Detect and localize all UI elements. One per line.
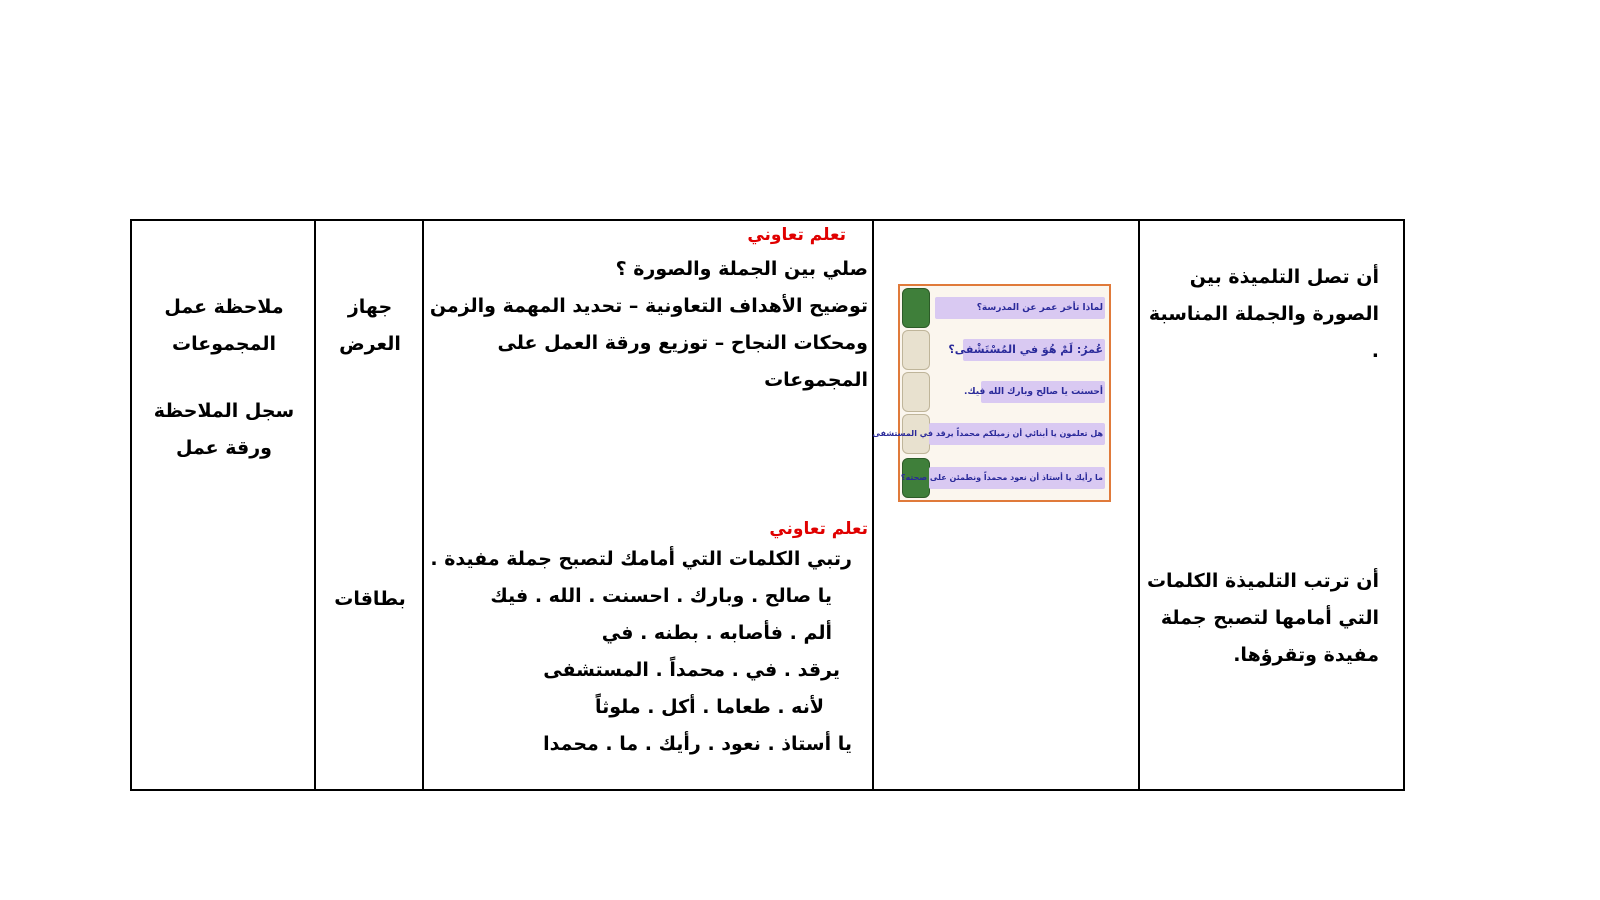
objective-line: مفيدة وتقرؤها. xyxy=(1233,644,1379,666)
tool-text-2 xyxy=(316,581,424,618)
objectives-column xyxy=(1140,221,1403,789)
teacher-board-icon xyxy=(902,288,930,328)
image-strip xyxy=(963,381,1105,403)
image-row xyxy=(900,458,1109,498)
image-strip xyxy=(900,467,1105,489)
image-column xyxy=(874,221,1140,789)
assessment-text xyxy=(132,289,316,467)
strategy-label-text: تعلم تعاوني xyxy=(769,519,868,539)
activity-line: المجموعات xyxy=(764,369,868,391)
objective-line: الصورة والجملة المناسبة xyxy=(1148,303,1379,325)
activity-line: لأنه . طعاما . أكل . ملوثاً xyxy=(594,696,824,718)
lesson-plan-table xyxy=(130,219,1405,791)
image-sentence: ما رأيك يا أستاذ أن نعود محمداً ونطمئن على صحته؟ xyxy=(900,473,1103,482)
assessment-spacer xyxy=(132,363,316,393)
image-row xyxy=(900,330,1109,370)
strategy-label-text: تعلم تعاوني xyxy=(747,225,846,245)
assessment-line: ملاحظة عمل xyxy=(164,296,284,318)
assessment-line: سجل الملاحظة xyxy=(153,400,295,422)
objective-text-1 xyxy=(1149,259,1379,370)
tool-line: جهاز xyxy=(347,296,393,318)
image-sentence: لماذا تأخر عمر عن المدرسة؟ xyxy=(976,303,1103,313)
activity-line: ومحكات النجاح – توزيع ورقة العمل على xyxy=(497,332,868,354)
tool-line: العرض xyxy=(339,333,401,355)
activity-line: توضيح الأهداف التعاونية – تحديد المهمة والزمن xyxy=(429,295,868,317)
image-sentence: عُمرُ: لَمْ هُوَ في المُسْتَشْفى؟ xyxy=(948,343,1103,356)
image-sentence: هل تعلمون يا أبنائي أن زميلكم محمداً يرقد في المستشفى xyxy=(872,429,1103,438)
image-row xyxy=(900,288,1109,328)
tools-column xyxy=(316,221,424,789)
objective-line: أن تصل التلميذة بين xyxy=(1189,266,1379,288)
assessment-line: ورقة عمل xyxy=(175,437,272,459)
worksheet-image xyxy=(872,284,1111,502)
image-row xyxy=(872,414,1109,454)
activity-line: ألم . فأصابه . بطنه . في xyxy=(601,622,832,644)
student-icon xyxy=(902,330,930,370)
activities-column xyxy=(424,221,874,789)
activity-text-2 xyxy=(430,541,852,763)
objective-line: . xyxy=(1371,340,1379,362)
activity-line: رتبي الكلمات التي أمامك لتصبح جملة مفيدة . xyxy=(430,548,852,570)
tool-text-1 xyxy=(316,289,424,363)
image-strip xyxy=(935,297,1105,319)
tool-line: بطاقات xyxy=(334,588,406,610)
objective-line: أن ترتب التلميذة الكلمات xyxy=(1146,570,1379,592)
activity-line: يا صالح . وبارك . احسنت . الله . فيك xyxy=(490,585,832,607)
image-strip xyxy=(948,339,1105,361)
image-sentence: أحسنت يا صالح وبارك الله فيك. xyxy=(963,387,1103,397)
strategy-label-2 xyxy=(769,517,868,541)
strategy-label xyxy=(747,223,846,247)
activity-line: يا أستاذ . نعود . رأيك . ما . محمدا xyxy=(543,733,852,755)
activity-text-1 xyxy=(430,251,868,399)
image-row xyxy=(900,372,1109,412)
objective-line: التي أمامها لتصبح جملة xyxy=(1160,607,1379,629)
objective-text-2 xyxy=(1147,563,1379,674)
assessment-line: المجموعات xyxy=(172,333,276,355)
activity-line: صلي بين الجملة والصورة ؟ xyxy=(615,258,868,280)
assessment-column xyxy=(132,221,316,789)
image-strip xyxy=(872,423,1105,445)
activity-line: يرقد . في . محمداً . المستشفى xyxy=(543,659,840,681)
student-icon xyxy=(902,372,930,412)
